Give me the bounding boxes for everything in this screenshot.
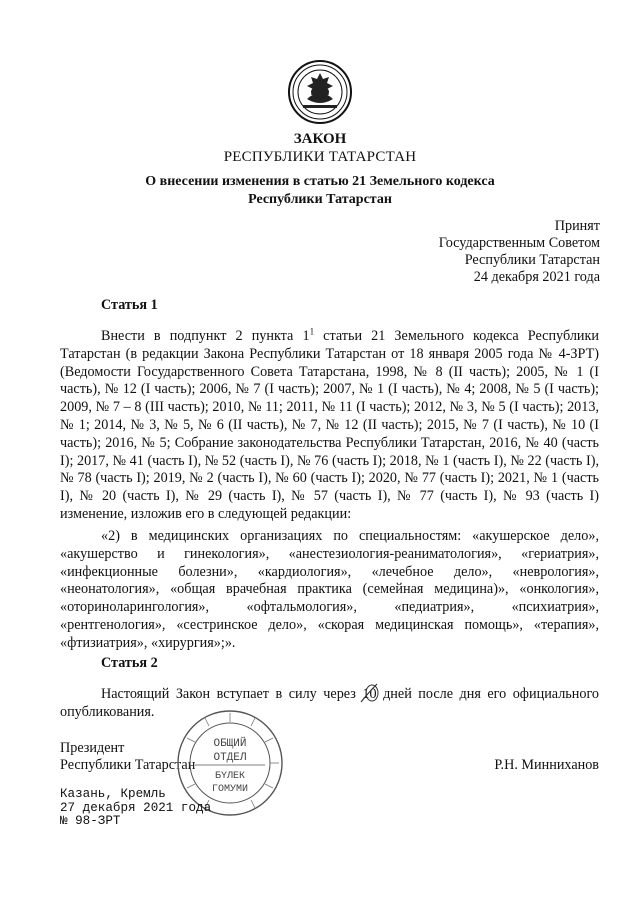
adoption-line: Принят: [554, 218, 600, 234]
law-subtitle-line1: О внесении изменения в статью 21 Земельного кодекса: [145, 174, 495, 189]
superscript: 1: [309, 326, 315, 337]
date-line: 27 декабря 2021 года: [60, 800, 212, 815]
stamp-text-line: БҮЛЕК: [214, 771, 246, 782]
stamp-text-line: ГОМУМИ: [211, 784, 249, 795]
article-1-heading: Статья 1: [101, 297, 158, 313]
signatory-name: Р.Н. Минниханов: [494, 757, 599, 773]
stamp-text-line: ОТДЕЛ: [213, 752, 247, 764]
handwritten-mark: [359, 682, 381, 704]
law-subtitle-line2: Республики Татарстан: [248, 192, 392, 207]
adoption-date: 24 декабря 2021 года: [473, 269, 600, 285]
position-line: Республики Татарстан: [60, 757, 196, 773]
article-2-heading: Статья 2: [101, 655, 158, 671]
article-1-quote: [60, 528, 599, 653]
article-2-paragraph: Настоящий Закон вступает в силу через 10 дней после дня его официального опубликования.: [60, 686, 599, 720]
article-1-text-start: Внести в подпункт 2 пункта 1: [101, 328, 310, 344]
coat-of-arms-emblem: [287, 59, 353, 125]
place-date-number: [60, 788, 211, 829]
adoption-line: Республики Татарстан: [464, 252, 600, 268]
position-line: Президент: [60, 740, 125, 756]
adoption-line: Государственным Советом: [438, 235, 600, 251]
law-number-line: № 98-ЗРТ: [60, 814, 121, 828]
place-line: Казань, Кремль: [60, 787, 166, 801]
law-title: ЗАКОН: [293, 131, 347, 147]
quoted-amendment: «2) в медицинских организациях по специальностям: «акушерское дело», «акушерство и гинекология», «анестезиология-реаниматология», «гериатрия», «инфекционные болезни», «кардиология», «лечебное дело», «неврология», «неонатология», «общая врачебная практика (семейная медицина)», «онкология», «оториноларингология», «офтальмология», «педиатрия», «психиатрия», «рентгенология», «сестринское дело», «скорая медицинская помощь», «терапия», «фтизиатрия», «хирургия»;».: [60, 528, 599, 651]
stamp-text-line: ОБЩИЙ: [213, 738, 247, 750]
adoption-note: [439, 218, 600, 286]
article-2-text: [60, 686, 599, 722]
article-1-text: [60, 328, 599, 524]
article-1-text-rest: статьи 21 Земельного кодекса Республики Татарстан (в редакции Закона Республики Татарстан от 18 января 2005 года № 4-ЗРТ) (Ведомости Государственного Совета Татарстана, 1998, № 8 (II часть); 2005, № 1 (I часть), № 12 (I часть); 2006, № 7 (I часть); 2007, № 1 (I часть), № 4; 2008, № 5 (I часть); 2009, № 7 – 8 (III часть); 2010, № 11; 2011, № 11 (I часть); 2012, № 3, № 5 (I часть); 2013, № 1; 2014, № 3, № 5, № 6 (II часть), № 7, № 12 (II часть); 2015, № 7 (I часть), № 10 (I часть); 2016, № 5; Собрание законодательства Республики Татарстан, 2016, № 40 (часть I); 2017, № 41 (часть I), № 52 (часть I), № 76 (часть I); 2018, № 1 (часть I), № 22 (часть I), № 78 (часть I); 2019, № 2 (часть I), № 60 (часть I); 2020, № 77 (часть I); 2021, № 1 (часть I), № 20 (часть I), № 29 (часть I), № 57 (часть I), № 77 (часть I), № 93 (часть I) изменение, изложив его в следующей редакции:: [60, 328, 599, 522]
republic-title: РЕСПУБЛИКИ ТАТАРСТАН: [223, 149, 417, 165]
